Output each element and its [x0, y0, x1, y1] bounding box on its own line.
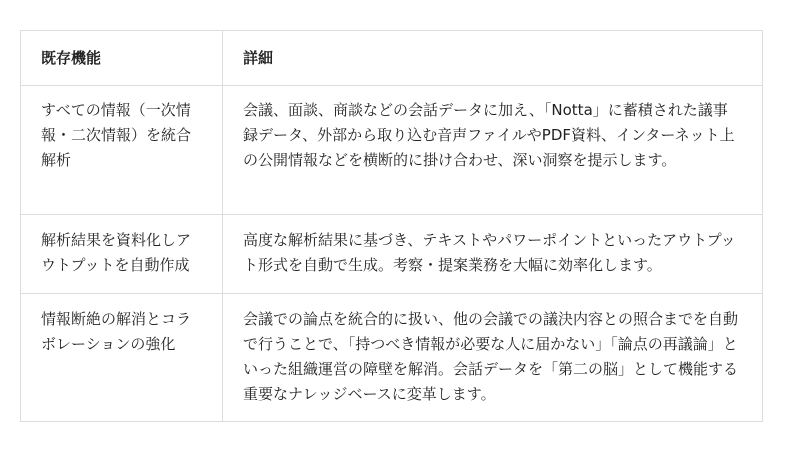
feature-text: すべての情報（一次情報・二次情報）を統合解析 — [41, 101, 192, 169]
feature-text: 情報断絶の解消とコラボレーションの強化 — [41, 310, 192, 353]
table-header-row — [21, 31, 763, 86]
table-row — [21, 86, 763, 215]
feature-cell — [21, 294, 223, 422]
table-row — [21, 294, 763, 422]
detail-cell — [223, 86, 763, 215]
header-details: 詳細 — [223, 31, 763, 86]
detail-text: 会議での論点を統合的に扱い、他の会議での議決内容との照合までを自動で行うことで、「持つべき情報が必要な人に届かない」「論点の再議論」といった組織運営の障壁を解消。会話データを「第二の脳」として機能する重要なナレッジベースに変革します。 — [243, 310, 739, 403]
feature-text: 解析結果を資料化しアウトプットを自動作成 — [41, 231, 192, 274]
detail-text: 会議、面談、商談などの会話データに加え、「Notta」に蓄積された議事録データ、外部から取り込む音声ファイルやPDF資料、インターネット上の公開情報などを横断的に掛け合わせ、深い洞察を提示します。 — [243, 101, 735, 169]
table-row — [21, 215, 763, 294]
detail-cell — [223, 215, 763, 294]
feature-cell — [21, 86, 223, 215]
feature-table — [20, 30, 763, 422]
detail-text: 高度な解析結果に基づき、テキストやパワーポイントといったアウトプット形式を自動で生成。考察・提案業務を大幅に効率化します。 — [243, 231, 736, 274]
header-existing-feature: 既存機能 — [21, 31, 223, 86]
feature-cell — [21, 215, 223, 294]
feature-table-container — [20, 30, 762, 422]
detail-cell — [223, 294, 763, 422]
